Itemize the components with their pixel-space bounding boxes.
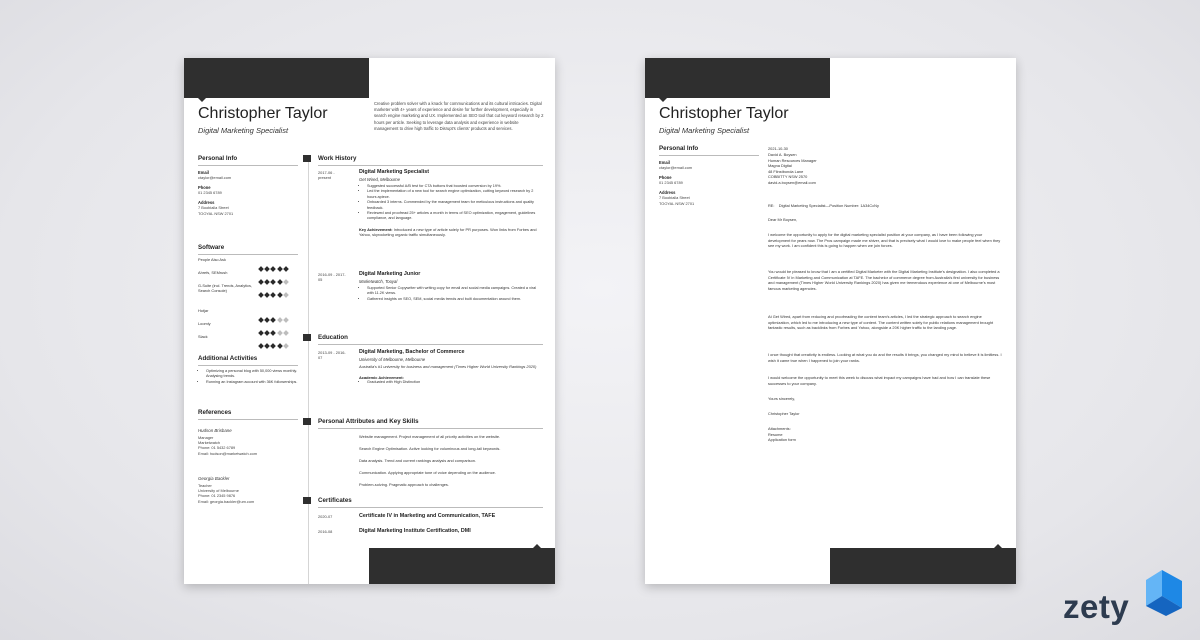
academic-achievement-label: Academic Achievement: bbox=[359, 374, 404, 380]
software-rating bbox=[259, 284, 290, 302]
degree: Digital Marketing, Bachelor of Commerce bbox=[359, 349, 465, 355]
job-title: Digital Marketing Junior bbox=[359, 271, 421, 277]
address-label: Address bbox=[198, 200, 215, 206]
school-note: Australia's #1 university for business and management (Times Higher World University Rankings 2020) bbox=[359, 364, 537, 369]
software-rating bbox=[259, 335, 290, 353]
rating-diamond-icon bbox=[271, 343, 277, 349]
divider bbox=[318, 344, 543, 345]
zety-logo: zety bbox=[1063, 588, 1130, 625]
footer-notch bbox=[533, 544, 541, 548]
key-achievement-text: Introduced a new type of article solely for PR purposes. Won links from Forbes and Yahoo, skyrocketing organic traffic simultaneously. bbox=[359, 226, 537, 238]
rating-diamond-icon bbox=[264, 292, 270, 298]
divider bbox=[198, 254, 298, 255]
job-1 bbox=[359, 169, 543, 238]
recipient-line: 48 Flinstbonda Lane bbox=[768, 168, 804, 174]
address-label: Address bbox=[659, 190, 676, 196]
divider bbox=[659, 155, 759, 156]
personal-info bbox=[198, 170, 303, 216]
address-line1: 7 Boobialla Street bbox=[659, 195, 690, 201]
footer-dark-block bbox=[369, 548, 555, 584]
flag-icon bbox=[303, 497, 311, 504]
rating-diamond-icon bbox=[283, 292, 289, 298]
activity-item: • Running an Instagram account with 36K followerships. bbox=[206, 380, 302, 385]
attachment-item: Application form bbox=[768, 437, 796, 443]
key-achievement-label: Key Achievement: bbox=[359, 226, 393, 232]
email-value: ctaylor@email.com bbox=[659, 165, 693, 170]
job-company: Get Wired, Melbourne bbox=[359, 177, 400, 182]
letter-closing: Yours sincerely, bbox=[768, 396, 796, 401]
software-item bbox=[198, 335, 298, 343]
zety-logo-mark-icon bbox=[1144, 568, 1184, 618]
resume-name: Christopher Taylor bbox=[198, 105, 328, 122]
resume-summary: Creative problem solver with a knack for communications and its cultural intricacies. Digital marketer with 4+ years of experience and desire for further development, especially in search engine marketing and UX. Implemented an SEO tool that cut keyword research by 2 hours per article. Seeking to leverage data analysis and experience in website management to drive high traffic to Disrupt's clients' products and services. bbox=[374, 101, 544, 131]
software-item bbox=[198, 309, 298, 317]
letter-date: 2021-10-30 bbox=[768, 146, 788, 151]
reference-role: Teacher bbox=[198, 483, 212, 488]
reference-company: University of Melbourne bbox=[198, 488, 239, 494]
software-name: G-Suite (incl. Trends, Analytics, Search Console) bbox=[198, 283, 253, 293]
attachments-label: Attachments: bbox=[768, 426, 791, 431]
rating-diamond-icon bbox=[277, 343, 283, 349]
reference-2 bbox=[198, 475, 302, 504]
address-line2: TOOYAL NSW 2701 bbox=[659, 200, 695, 206]
software-item bbox=[198, 258, 298, 266]
job-bullet: • Reviewed and proofread 25+ articles a month in terms of SEO optimization, engagement, guidelines compliance, and language. bbox=[367, 211, 543, 222]
skill-item: Website management. Project management of all priority activities on the website. bbox=[359, 434, 501, 439]
address-line1: 7 Boobialla Street bbox=[198, 205, 229, 211]
address-line2: TOOYAL NSW 2701 bbox=[198, 210, 234, 216]
footer-notch bbox=[994, 544, 1002, 548]
footer-dark-block bbox=[830, 548, 1016, 584]
resume-title: Digital Marketing Specialist bbox=[198, 126, 289, 135]
software-name: Ahrefs, SEMrush bbox=[198, 270, 228, 275]
header-notch bbox=[198, 98, 206, 102]
software-name: People Also Ask bbox=[198, 257, 226, 262]
references-heading: References bbox=[198, 409, 232, 416]
job-bullet: • Onboarded 3 interns. Commended by the management team for meticulous instructions and quality feedback. bbox=[367, 200, 543, 211]
resume-page bbox=[184, 58, 555, 584]
rating-diamond-icon bbox=[258, 343, 264, 349]
header-notch bbox=[659, 98, 667, 102]
recipient-line: COBBITTY NSW 2570 bbox=[768, 174, 808, 180]
phone-value: 01 2345 6789 bbox=[659, 180, 683, 186]
flag-icon bbox=[303, 418, 311, 425]
reference-phone: Phone: 01 2345 9876 bbox=[198, 493, 236, 499]
work-history-heading: Work History bbox=[318, 155, 357, 162]
attachment-item: Resume bbox=[768, 431, 783, 437]
cover-letter-page bbox=[645, 58, 1016, 584]
divider bbox=[198, 365, 298, 366]
education-dates: 2013-09 - 2016-07 bbox=[318, 350, 346, 360]
skills-heading: Personal Attributes and Key Skills bbox=[318, 418, 419, 425]
job-title: Digital Marketing Specialist bbox=[359, 169, 430, 175]
software-heading: Software bbox=[198, 244, 225, 251]
flag-icon bbox=[303, 334, 311, 341]
academic-achievement: • Graduated with High Distinction bbox=[367, 380, 543, 385]
reference-1 bbox=[198, 427, 302, 456]
certificate-date: 2016-08 bbox=[318, 529, 333, 534]
job-dates: 2016-09 - 2017-05 bbox=[318, 272, 346, 282]
recipient-line: Human Resources Manager bbox=[768, 157, 817, 163]
rating-diamond-icon bbox=[277, 292, 283, 298]
letter-paragraph: I welcome the opportunity to apply for the digital marketing specialist position at your company, as I have been following your development for years now. The Pros campaign made me shiver, and that is precisely what I would love to make people feel when they see my work. I am confident this is going to happen when we join forces. bbox=[768, 232, 1001, 249]
school: University of Melbourne, Melbourne bbox=[359, 357, 426, 362]
letter-paragraph: I once thought that creativity is endless. Looking at what you do and the results it brings, you changed my mind to believe it is limitless. I wish it came true when I happened to join your ranks. bbox=[768, 352, 1002, 363]
skill-item: Data analysis. Trend and current rankings analysis and comparison. bbox=[359, 458, 476, 463]
rating-diamond-icon bbox=[258, 292, 264, 298]
software-name: Hotjar bbox=[198, 308, 209, 313]
divider bbox=[318, 507, 543, 508]
job-dates: 2017-06 - present bbox=[318, 170, 335, 180]
activities-heading: Additional Activities bbox=[198, 355, 258, 362]
header-dark-block bbox=[645, 58, 830, 98]
reference-role: Manager bbox=[198, 435, 214, 440]
reference-email: Email: hudson@marketwatch.com bbox=[198, 450, 258, 456]
skill-item: Problem-solving. Pragmatic approach to challenges. bbox=[359, 482, 449, 487]
letter-re-line: RE: Digital Marketing Specialist—Position Number: 1A34CcNy bbox=[768, 203, 879, 208]
recipient-block bbox=[768, 152, 1004, 186]
certificate-name: Digital Marketing Institute Certification, DMI bbox=[359, 528, 471, 534]
recipient-line: Magna Digital bbox=[768, 163, 792, 169]
software-name: Slack bbox=[198, 334, 208, 339]
letter-paragraph: At Get Wired, apart from reducing and proofreading the content team's articles, I led the strategic approach to search engine optimization, which led to me introducing a new type of content. The content written solely for public relations management brought fantastic results, such as backlinks from Forbes and Yahoo, alongside a 20K higher traffic to the landing page. bbox=[768, 314, 994, 331]
job-bullet: • Supported Senior Copywriter with writing copy for email and social media campaigns. Created a viral with 11.2K views. bbox=[367, 286, 543, 297]
personal-info bbox=[659, 160, 764, 206]
letter-paragraph: I would welcome the opportunity to meet this week to discuss what impact my campaigns have had and how I can translate these successes to your company. bbox=[768, 375, 991, 386]
divider bbox=[318, 428, 543, 429]
job-bullet: • Suggested successful A/B test for CTA buttons that boosted conversion by 19%. bbox=[367, 184, 543, 189]
reference-name: Georgia Backler bbox=[198, 476, 230, 481]
divider bbox=[198, 419, 298, 420]
phone-label: Phone bbox=[659, 175, 672, 181]
reference-name: Hudson Brisbane bbox=[198, 428, 232, 433]
letter-name: Christopher Taylor bbox=[659, 105, 789, 122]
key-achievement bbox=[359, 227, 543, 238]
divider bbox=[318, 165, 543, 166]
timeline-line bbox=[308, 158, 309, 584]
letter-paragraph: You would be pleased to know that I am a certified Digital Marketer with the Digital Marketing Institute's designation. I also completed a Certificate IV in Marketing and Communication at TAFE. The bachelor of commerce degree from Australia's first university for business and management (Times Higher World University Rankings 2020) has given me tremendous experience at one of Melbourne's most famous marketing agencies. bbox=[768, 269, 1000, 291]
certificate-name: Certificate IV in Marketing and Communication, TAFE bbox=[359, 513, 496, 519]
phone-label: Phone bbox=[198, 185, 211, 191]
software-name: Loomly bbox=[198, 321, 211, 326]
rating-diamond-icon bbox=[283, 343, 289, 349]
email-label: Email bbox=[659, 160, 670, 165]
software-item bbox=[198, 322, 298, 330]
software-item bbox=[198, 284, 298, 292]
email-value: ctaylor@email.com bbox=[198, 175, 232, 180]
job-bullet: • Gathered insights on SEO, SEM, social media trends and built documentation around them. bbox=[367, 297, 543, 302]
skill-item: Communication. Applying appropriate tone of voice depending on the audience. bbox=[359, 470, 496, 475]
activity-item: • Optimizing a personal blog with 50,000 views monthly. Analysing trends. bbox=[206, 369, 302, 380]
rating-diamond-icon bbox=[271, 292, 277, 298]
recipient-line: David A. Boysen bbox=[768, 152, 797, 157]
job-2 bbox=[359, 271, 543, 302]
personal-info-heading: Personal Info bbox=[659, 145, 699, 152]
rating-diamond-icon bbox=[264, 343, 270, 349]
skill-item: Search Engine Optimisation. Active looking for voluminous and long-tail keywords. bbox=[359, 446, 501, 451]
certificate-date: 2020-07 bbox=[318, 514, 333, 519]
recipient-line: david.a.boysen@email.com bbox=[768, 179, 816, 185]
job-bullet: • Led the implementation of a new tool for search engine optimization, cutting keyword research by 2 hours apiece. bbox=[367, 189, 543, 200]
job-company: Marketwatch, Tooyal bbox=[359, 279, 398, 284]
flag-icon bbox=[303, 155, 311, 162]
phone-value: 01 2345 6789 bbox=[198, 190, 222, 196]
software-item bbox=[198, 271, 298, 279]
letter-greeting: Dear Mr Boysen, bbox=[768, 217, 798, 222]
header-dark-block bbox=[184, 58, 369, 98]
reference-email: Email: georgia.backler@um.com bbox=[198, 498, 255, 504]
certificates-heading: Certificates bbox=[318, 497, 352, 504]
reference-phone: Phone: 01 5432 6789 bbox=[198, 445, 236, 451]
attachments-block bbox=[768, 426, 1004, 443]
activities-list bbox=[198, 369, 302, 385]
personal-info-heading: Personal Info bbox=[198, 155, 238, 162]
divider bbox=[198, 165, 298, 166]
letter-signature: Christopher Taylor bbox=[768, 411, 800, 416]
letter-title: Digital Marketing Specialist bbox=[659, 126, 750, 135]
email-label: Email bbox=[198, 170, 209, 175]
reference-company: Marketwatch bbox=[198, 440, 221, 446]
education-heading: Education bbox=[318, 334, 348, 341]
education-entry bbox=[359, 349, 543, 385]
